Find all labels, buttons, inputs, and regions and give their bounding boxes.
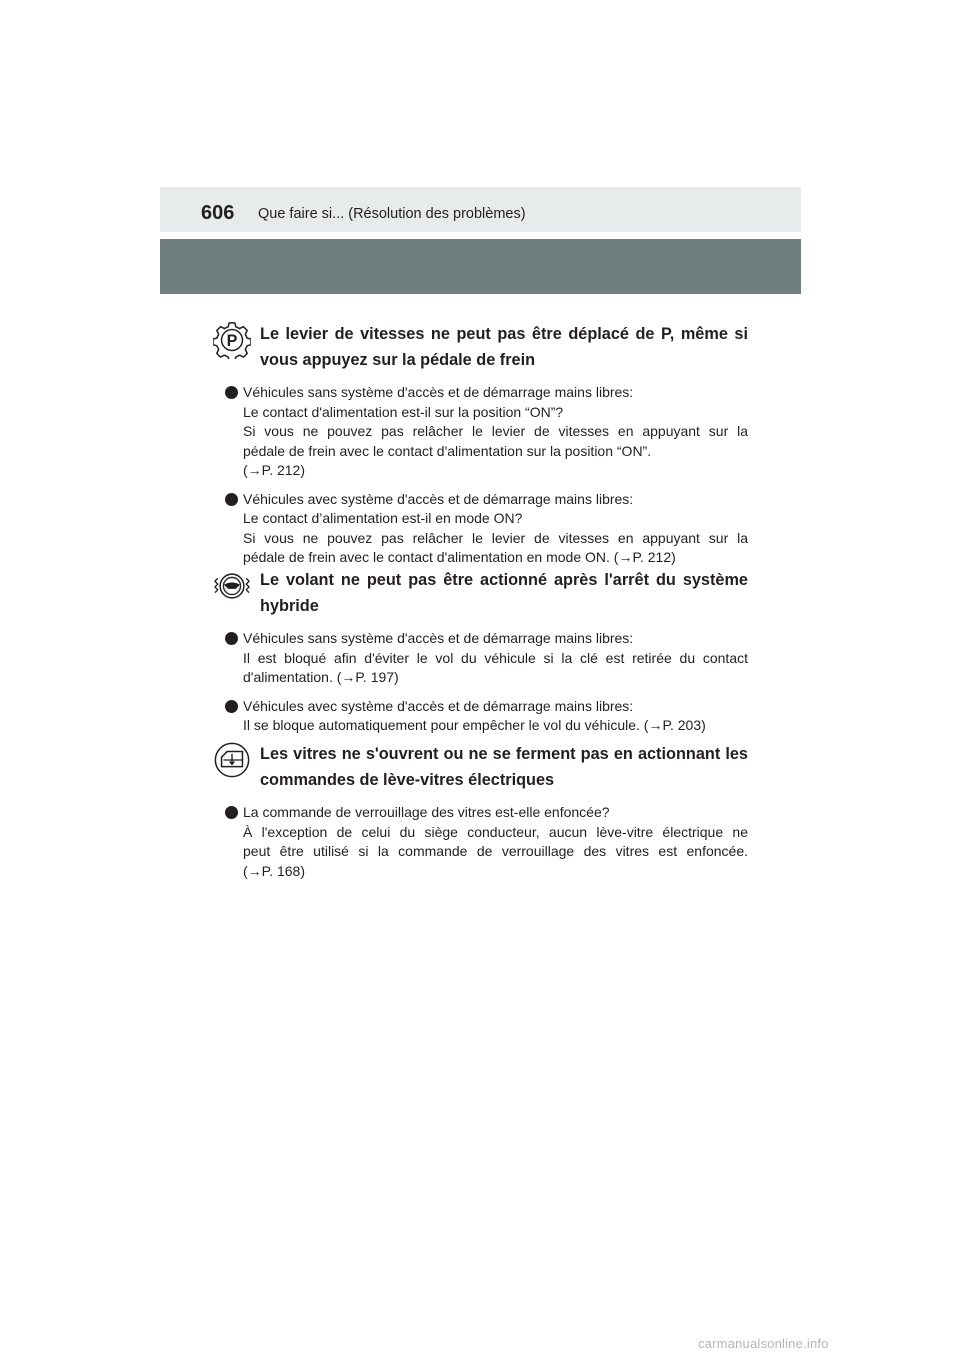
section-heading: Le volant ne peut pas être actionné après l'arrêt du système hybride	[260, 571, 748, 615]
steering-lock-icon	[213, 567, 251, 605]
text-line: La commande de verrouillage des vitres est-elle enfoncée?	[243, 804, 610, 820]
bullet-list	[213, 803, 748, 881]
power-window-icon	[213, 741, 251, 779]
bullet-dot-icon	[225, 806, 238, 819]
text-line: Il est bloqué afin d'éviter le vol du véhicule si la clé est retirée du contact	[243, 649, 748, 666]
section-heading: Le levier de vitesses ne peut pas être déplacé de P, même si vous appuyez sur la pédale de frein	[260, 325, 748, 369]
text-line: d'alimentation. (→P. 197)	[243, 669, 399, 685]
footer-watermark[interactable]: carmanualsonline.info	[698, 1336, 829, 1351]
list-item	[213, 803, 748, 881]
section-shift-lever	[213, 321, 748, 577]
text-line: Si vous ne pouvez pas relâcher le levier de vitesses en appuyant sur la	[243, 423, 748, 439]
list-item	[213, 490, 748, 568]
section-heading: Les vitres ne s'ouvrent ou ne se ferment pas en actionnant les commandes de lève-vitres électriques	[260, 745, 748, 789]
page-reference[interactable]: (→P. 212)	[243, 462, 305, 478]
text-line: À l'exception de celui du siège conducteur, aucun lève-vitre électrique ne	[243, 823, 748, 840]
text-line: peut être utilisé si la commande de verrouillage des vitres est enfoncée.	[243, 843, 748, 859]
text-line: Véhicules avec système d'accès et de démarrage mains libres:	[243, 490, 634, 507]
section-power-windows	[213, 741, 748, 890]
text-line: pédale de frein avec le contact d'alimentation sur la position “ON”.	[243, 442, 652, 459]
bullet-dot-icon	[225, 386, 238, 399]
bullet-dot-icon	[225, 493, 238, 506]
svg-text:P: P	[226, 332, 238, 351]
page-number: 606	[201, 202, 235, 224]
section-steering-lock	[213, 567, 748, 745]
list-item	[213, 629, 748, 688]
text-line: Le contact d’alimentation est-il en mode ON?	[243, 510, 523, 526]
bullet-dot-icon	[225, 632, 238, 645]
list-item	[213, 383, 748, 481]
bullet-list	[213, 629, 748, 736]
text-line: Véhicules avec système d'accès et de démarrage mains libres:	[243, 697, 634, 714]
header-title: Que faire si... (Résolution des problèmes)	[258, 206, 526, 222]
text-line: Il se bloque automatiquement pour empêcher le vol du véhicule. (→P. 203)	[243, 717, 706, 733]
section-banner	[160, 239, 801, 294]
text-line: Le contact d'alimentation est-il sur la position “ON”?	[243, 403, 564, 420]
text-line: pédale de frein avec le contact d'alimentation en mode ON. (→P. 212)	[243, 549, 676, 565]
text-line: Véhicules sans système d'accès et de démarrage mains libres:	[243, 384, 634, 400]
list-item	[213, 697, 748, 736]
bullet-list	[213, 383, 748, 568]
text-line: Véhicules sans système d'accès et de démarrage mains libres:	[243, 630, 634, 646]
text-line: Si vous ne pouvez pas relâcher le levier de vitesses en appuyant sur la	[243, 529, 748, 546]
page-reference[interactable]: (→P. 168)	[243, 862, 305, 879]
shift-lever-p-icon	[213, 321, 251, 359]
bullet-dot-icon	[225, 700, 238, 713]
